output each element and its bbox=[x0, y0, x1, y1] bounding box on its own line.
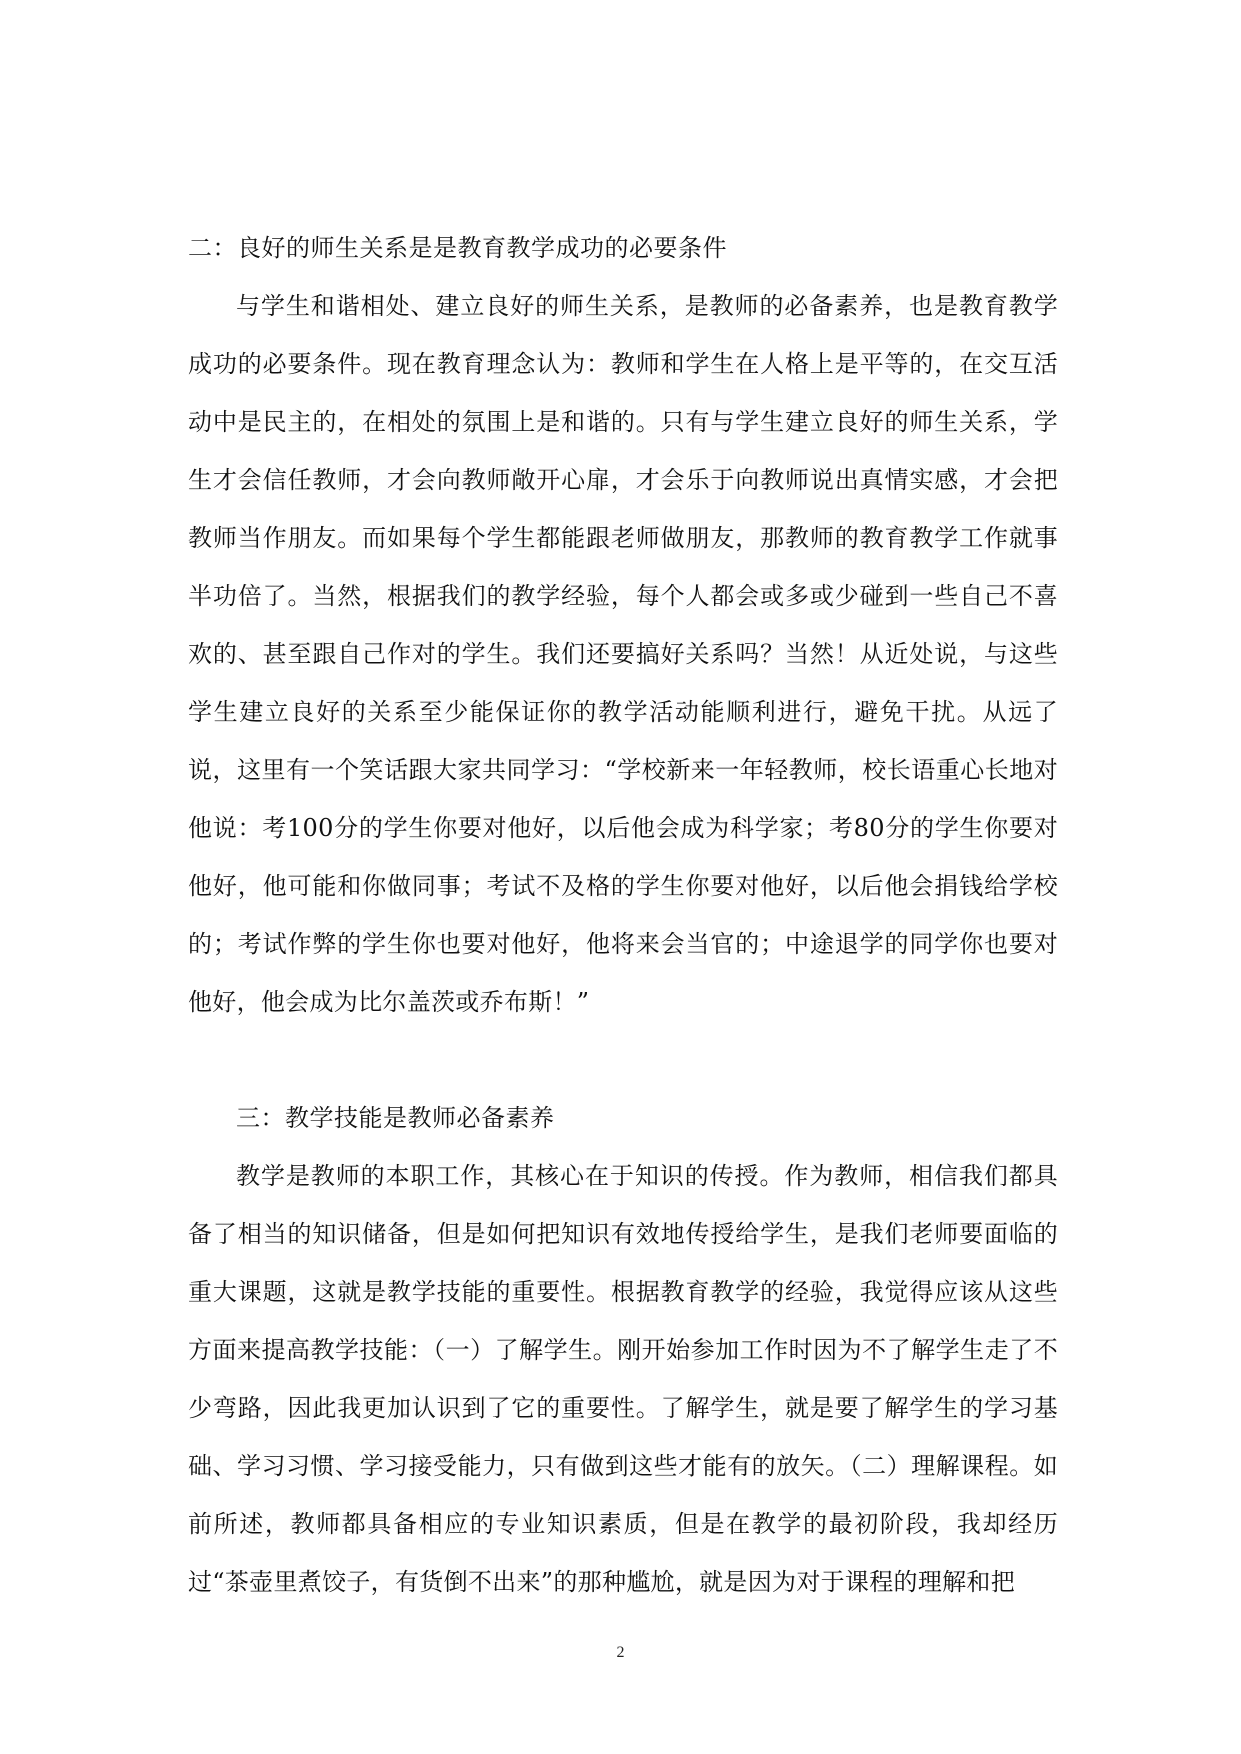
page-content bbox=[188, 219, 1058, 1611]
section-spacer bbox=[188, 1031, 1058, 1089]
section-2-heading: 二：良好的师生关系是是教育教学成功的必要条件 bbox=[188, 234, 727, 262]
section-2-paragraph: 与学生和谐相处、建立良好的师生关系，是教师的必备素养，也是教育教学成功的必要条件。现在教育理念认为：教师和学生在人格上是平等的，在交互活动中是民主的，在相处的氛围上是和谐的。只有与学生建立良好的师生关系，学生才会信任教师，才会向教师敞开心扉，才会乐于向教师说出真情实感，才会把教师当作朋友。而如果每个学生都能跟老师做朋友，那教师的教育教学工作就事半功倍了。当然，根据我们的教学经验，每个人都会或多或少碰到一些自己不喜欢的、甚至跟自己作对的学生。我们还要搞好关系吗？当然！从近处说，与这些学生建立良好的关系至少能保证你的教学活动能顺利进行，避免干扰。从远了说，这里有一个笑话跟大家共同学习：“学校新来一年轻教师，校长语重心长地对他说：考100分的学生你要对他好，以后他会成为科学家；考80分的学生你要对他好，他可能和你做同事；考试不及格的学生你要对他好，以后他会捐钱给学校的；考试作弊的学生你也要对他好，他将来会当官的；中途退学的同学你也要对他好，他会成为比尔盖茨或乔布斯！” bbox=[188, 292, 1058, 1016]
section-3-heading: 三：教学技能是教师必备素养 bbox=[236, 1104, 555, 1132]
page-number: 2 bbox=[616, 1644, 625, 1661]
section-3-paragraph: 教学是教师的本职工作，其核心在于知识的传授。作为教师，相信我们都具备了相当的知识储备，但是如何把知识有效地传授给学生，是我们老师要面临的重大课题，这就是教学技能的重要性。根据教育教学的经验，我觉得应该从这些方面来提高教学技能：（一）了解学生。刚开始参加工作时因为不了解学生走了不少弯路，因此我更加认识到了它的重要性。了解学生，就是要了解学生的学习基础、学习习惯、学习接受能力，只有做到这些才能有的放矢。（二）理解课程。如前所述，教师都具备相应的专业知识素质，但是在教学的最初阶段，我却经历过“茶壶里煮饺子，有货倒不出来”的那种尴尬，就是因为对于课程的理解和把 bbox=[188, 1162, 1058, 1596]
